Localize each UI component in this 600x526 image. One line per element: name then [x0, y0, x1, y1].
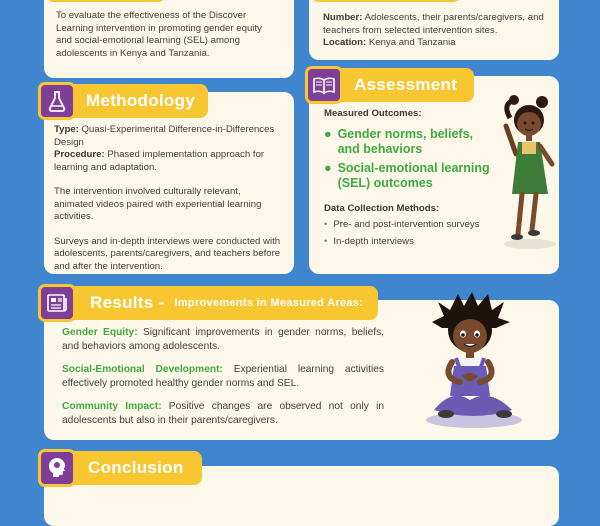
list-item: ● Social-emotional learning (SEL) outcomes: [324, 160, 490, 190]
methodology-type-text: Quasi-Experimental Difference-in-Differences Design: [54, 124, 275, 148]
flask-icon: [45, 89, 69, 113]
methodology-title: Methodology: [86, 91, 196, 110]
bullet-icon: •: [324, 235, 328, 247]
list-item: • In-depth interviews: [324, 235, 414, 247]
results-tab: [58, 286, 378, 320]
participants-text: [323, 12, 548, 50]
assessment-methods-label: Data Collection Methods:: [324, 202, 440, 214]
book-icon: [312, 73, 336, 97]
list-item: • Pre- and post-intervention surveys: [324, 219, 480, 230]
objective-card: [44, 0, 294, 78]
results-item-social-emotional: Social-Emotional Development: Experiential learning activities effectively promoted healthy gender norms and SEL.: [62, 364, 384, 389]
methodology-tab: [58, 84, 208, 118]
bullet-icon: •: [324, 219, 328, 230]
results-subtitle: Improvements in Measured Areas:: [174, 297, 364, 309]
conclusion-tab: [58, 451, 202, 485]
assessment-tab: [326, 68, 474, 102]
results-body: [62, 326, 384, 428]
assessment-methods-list: [324, 219, 494, 248]
methodology-para2: Surveys and in-depth interviews were conducted with adolescents, parents/caregivers, and teachers before and after the intervention.: [54, 235, 281, 272]
girl-sitting-illustration: [412, 292, 532, 432]
participants-location-text: Kenya and Tanzania: [368, 37, 456, 48]
methodology-icon-box: [38, 82, 76, 120]
list-item: ● Gender norms, beliefs, and behaviors: [324, 126, 474, 156]
methodology-type-label: Type:: [54, 124, 79, 135]
results-title: Results -: [90, 293, 165, 312]
participants-tab: [311, 0, 461, 2]
methodology-procedure-text: Phased implementation approach for learning and adaptation.: [54, 149, 265, 173]
methodology-para1: The intervention involved culturally relevant, animated videos paired with experiential learning activities.: [54, 186, 262, 222]
bullet-icon: ●: [324, 126, 332, 141]
methodology-body: [54, 124, 282, 273]
participants-number-label: Number:: [323, 12, 363, 23]
methodology-procedure-label: Procedure:: [54, 149, 105, 160]
head-icon: [45, 456, 69, 480]
results-item-community-impact: Community Impact: Positive changes are observed not only in adolescents but also in their parents/caregivers.: [62, 401, 384, 426]
girl-jumping-illustration: [492, 94, 566, 254]
newspaper-icon: [45, 291, 69, 315]
results-icon-box: [38, 284, 76, 322]
assessment-outcomes-list: [324, 127, 494, 191]
objective-text: To evaluate the effectiveness of the Discover Learning intervention in promoting gender equity and social-emotional learning (SEL) among adolescents in Kenya and Tanzania.: [56, 10, 262, 59]
conclusion-icon-box: [38, 449, 76, 487]
results-item-gender-equity: Gender Equity: Significant improvements in gender norms, beliefs, and behaviors among adolescents.: [62, 327, 384, 352]
participants-card: [309, 0, 559, 60]
participants-location-label: Location:: [323, 37, 367, 48]
objective-tab: [46, 0, 166, 2]
participants-number-text: Adolescents, their parents/caregivers, and teachers from selected intervention sites.: [323, 12, 544, 36]
assessment-body: [324, 108, 494, 248]
assessment-title: Assessment: [354, 75, 458, 94]
bullet-icon: ●: [324, 160, 332, 175]
conclusion-title: Conclusion: [88, 458, 184, 477]
assessment-outcomes-label: Measured Outcomes:: [324, 108, 422, 119]
assessment-icon-box: [305, 66, 343, 104]
